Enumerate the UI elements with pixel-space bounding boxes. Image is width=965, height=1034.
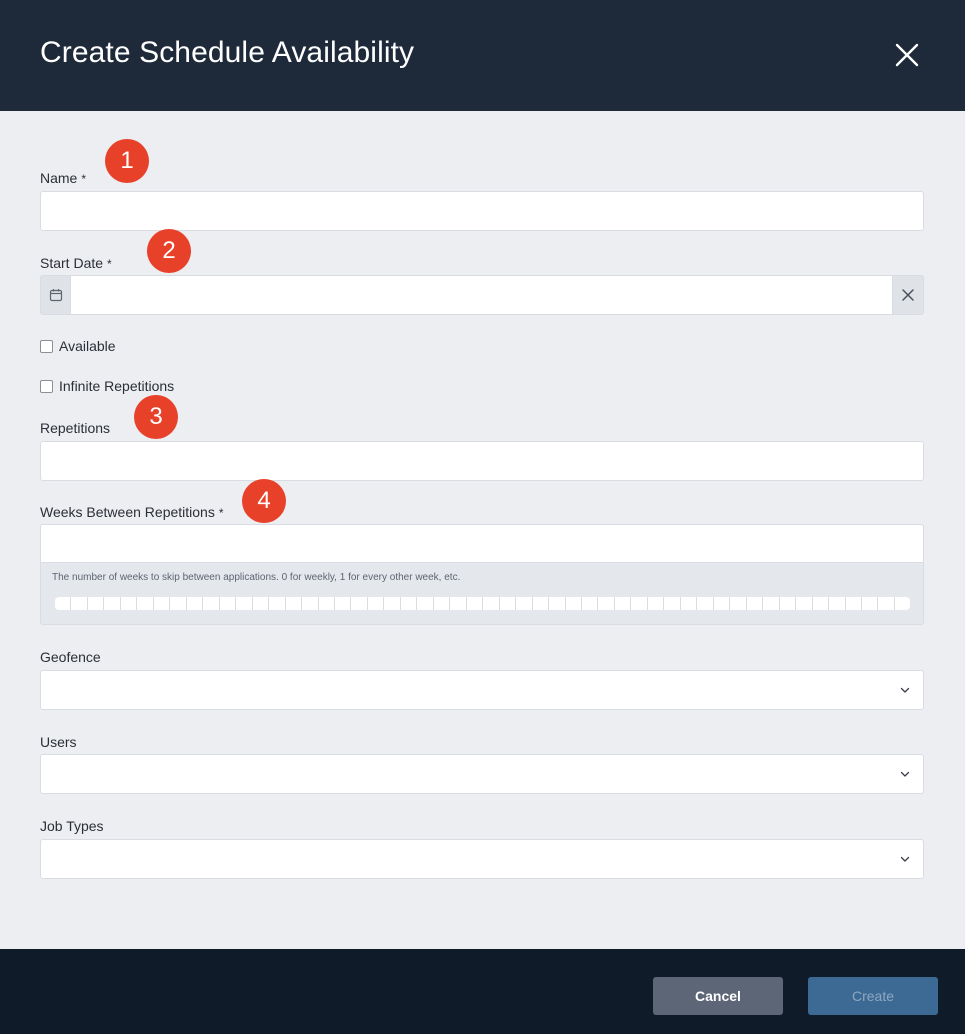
slider-tick [104,597,120,610]
name-input[interactable] [40,191,924,231]
start-date-input[interactable] [70,275,893,315]
users-select[interactable] [40,754,924,794]
geofence-label: Geofence [40,649,101,665]
slider-tick [88,597,104,610]
calendar-icon [49,288,63,302]
slider-tick [829,597,845,610]
slider-tick [598,597,614,610]
required-mark: * [107,257,112,271]
slider-tick [434,597,450,610]
chevron-down-icon [899,853,911,865]
weeks-between-input[interactable] [40,524,924,563]
slider-tick [631,597,647,610]
annotation-badge-4: 4 [242,479,286,523]
required-mark: * [81,172,87,186]
slider-tick [730,597,746,610]
slider-tick [335,597,351,610]
slider-tick [302,597,318,610]
modal-title: Create Schedule Availability [40,36,415,69]
slider-tick [549,597,565,610]
available-row [40,338,116,354]
close-icon [890,38,924,72]
slider-tick [236,597,252,610]
slider-tick [697,597,713,610]
infinite-repetitions-checkbox[interactable] [40,380,53,393]
slider-tick [878,597,894,610]
weeks-between-help: The number of weeks to skip between applications. 0 for weekly, 1 for every other week, etc. [52,572,461,583]
slider-tick [648,597,664,610]
slider-tick [351,597,367,610]
close-button[interactable] [890,38,924,72]
slider-tick [121,597,137,610]
annotation-badge-1: 1 [105,139,149,183]
chevron-down-icon [899,768,911,780]
start-date-label-text: Start Date [40,255,104,271]
slider-tick [203,597,219,610]
slider-tick [681,597,697,610]
weeks-between-label-text: Weeks Between Repetitions [40,504,215,520]
slider-tick [615,597,631,610]
slider-tick [796,597,812,610]
slider-tick [483,597,499,610]
infinite-repetitions-row [40,378,174,394]
start-date-field [40,275,924,315]
slider-tick [500,597,516,610]
slider-tick [137,597,153,610]
slider-tick [780,597,796,610]
slider-tick [533,597,549,610]
repetitions-label: Repetitions [40,420,111,436]
slider-tick [846,597,862,610]
available-label[interactable]: Available [59,338,116,354]
slider-tick [401,597,417,610]
weeks-slider-track[interactable] [55,597,910,610]
slider-tick [450,597,466,610]
slider-tick [763,597,779,610]
required-mark: * [218,506,224,520]
name-label [40,170,86,186]
slider-tick [582,597,598,610]
slider-tick [895,597,910,610]
annotation-badge-3: 3 [134,395,178,439]
slider-tick [319,597,335,610]
slider-tick [566,597,582,610]
infinite-repetitions-label[interactable]: Infinite Repetitions [59,378,175,394]
create-button[interactable]: Create [808,977,938,1015]
slider-tick [71,597,87,610]
geofence-select[interactable] [40,670,924,710]
slider-tick [55,597,71,610]
slider-tick [862,597,878,610]
annotation-badge-2: 2 [147,229,191,273]
weeks-between-group [40,524,924,625]
slider-tick [467,597,483,610]
slider-tick [714,597,730,610]
modal-body [0,111,965,949]
cancel-button[interactable]: Cancel [653,977,783,1015]
slider-tick [220,597,236,610]
users-label: Users [40,734,77,750]
modal-footer [0,949,965,1034]
slider-tick [253,597,269,610]
slider-tick [417,597,433,610]
start-date-label [40,255,112,271]
slider-tick [813,597,829,610]
job-types-label: Job Types [40,818,104,834]
slider-tick [747,597,763,610]
name-label-text: Name [40,170,78,186]
weeks-between-label [40,504,224,520]
job-types-select[interactable] [40,839,924,879]
modal-header [0,0,965,111]
slider-tick [286,597,302,610]
available-checkbox[interactable] [40,340,53,353]
slider-tick [516,597,532,610]
repetitions-input[interactable] [40,441,924,481]
slider-tick [170,597,186,610]
slider-tick [384,597,400,610]
chevron-down-icon [899,684,911,696]
clear-x-icon [901,288,915,302]
calendar-button[interactable] [40,275,70,315]
slider-tick [154,597,170,610]
slider-tick [187,597,203,610]
slider-tick [368,597,384,610]
slider-tick [269,597,285,610]
slider-tick [664,597,680,610]
clear-date-button[interactable] [893,275,924,315]
